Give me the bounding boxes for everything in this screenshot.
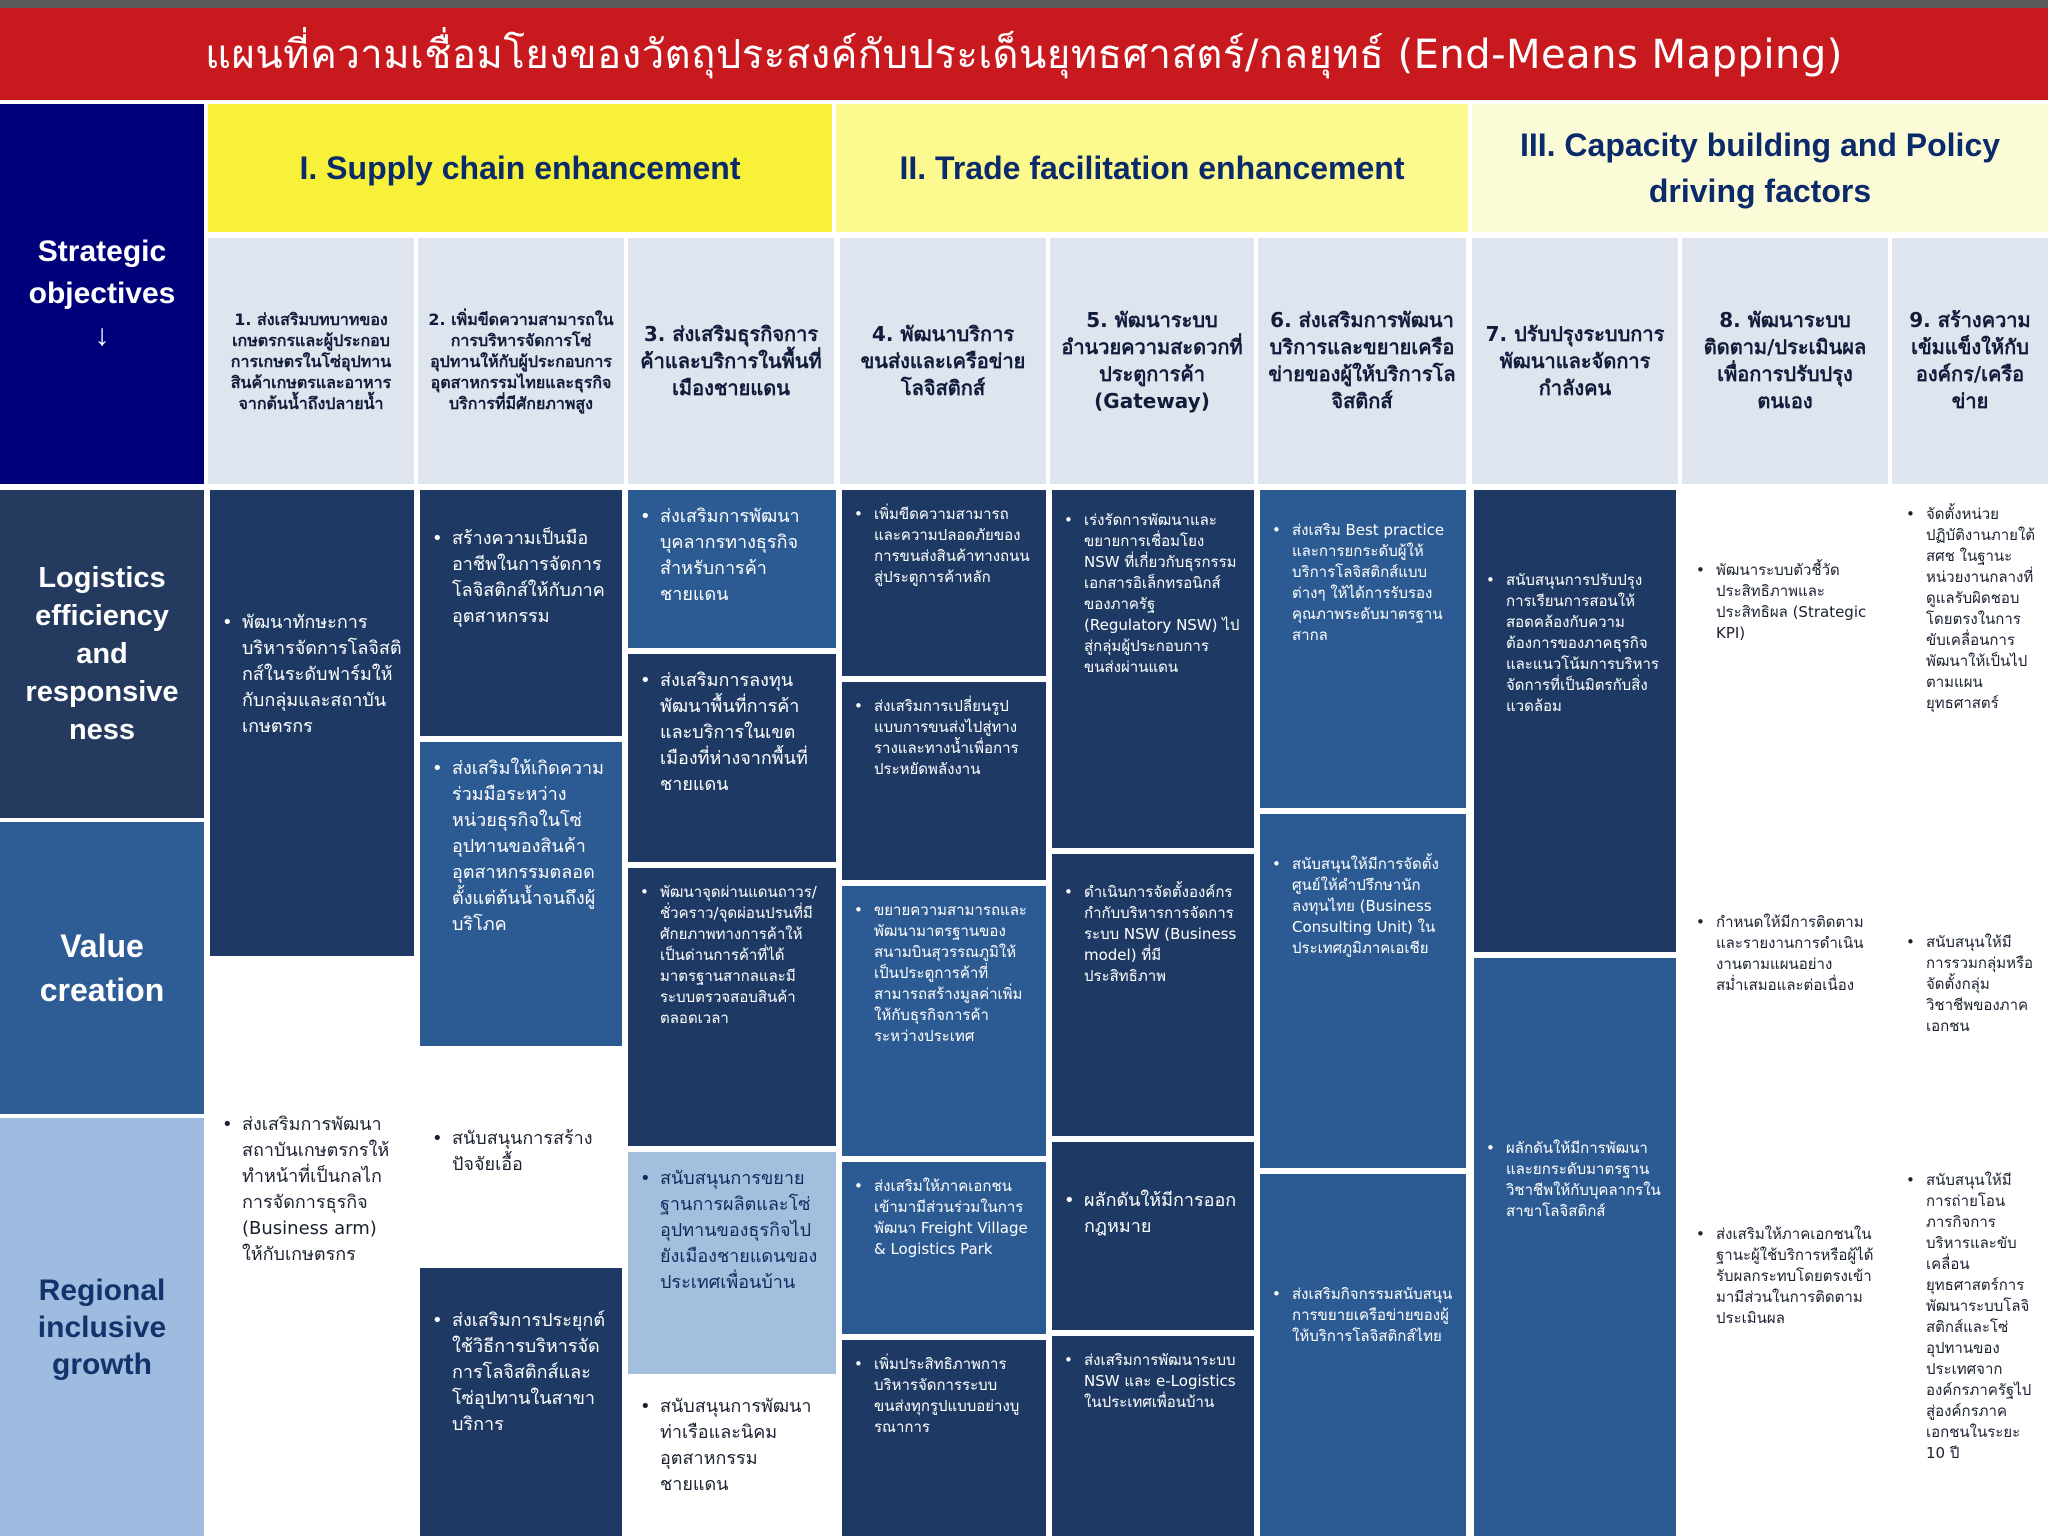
row-regional-growth: Regional inclusive growth <box>0 1118 204 1536</box>
strategy-cell-2b: • ส่งเสริมให้เกิดความร่วมมือระหว่างหน่วยธุรกิจในโซ่อุปทานของสินค้าอุตสาหกรรมตลอดตั้งแต่ต้นน้ำจนถึงผู้บริโภค <box>420 742 622 1046</box>
strategy-cell-5c: • ผลักดันให้มีการออกกฎหมาย <box>1052 1142 1254 1330</box>
top-strip <box>0 0 2048 8</box>
page-title: แผนที่ความเชื่อมโยงของวัตถุประสงค์กับประเด็นยุทธศาสตร์/กลยุทธ์ (End-Means Mapping) <box>0 8 2048 100</box>
strategy-cell-1b: • ส่งเสริมการพัฒนาสถาบันเกษตรกรให้ทำหน้าที่เป็นกลไกการจัดการธุรกิจ (Business arm) ให้กับเกษตรกร <box>210 962 414 1536</box>
objective-1: 1. ส่งเสริมบทบาทของเกษตรกรและผู้ประกอบการเกษตรในโซ่อุปทานสินค้าเกษตรและอาหารจากต้นน้ำถึงปลายน้ำ <box>208 238 414 484</box>
strategy-cell-9b: • สนับสนุนให้มีการรวมกลุ่มหรือจัดตั้งกลุ่มวิชาชีพของภาคเอกชน <box>1894 852 2048 1150</box>
strategy-cell-8b: • กำหนดให้มีการติดตามและรายงานการดำเนินงานตามแผนอย่างสม่ำเสมอและต่อเนื่อง <box>1684 832 1888 1178</box>
strategic-objectives-label: Strategic objectives <box>28 235 176 310</box>
strategy-cell-5b: • ดำเนินการจัดตั้งองค์กรกำกับบริหารการจัดการระบบ NSW (Business model) ที่มีประสิทธิภาพ <box>1052 854 1254 1136</box>
strategy-cell-3c: • พัฒนาจุดผ่านแดนถาวร/ชั่วคราว/จุดผ่อนปรนที่มีศักยภาพทางการค้าให้เป็นด่านการค้าที่ได้มาตรฐานสากลและมีระบบตรวจสอบสินค้าตลอดเวลา <box>628 868 836 1146</box>
strategy-cell-5a: • เร่งรัดการพัฒนาและขยายการเชื่อมโยง NSW ที่เกี่ยวกับธุรกรรมเอกสารอิเล็กทรอนิกส์ของภาครัฐ (Regulatory NSW) ไปสู่กลุ่มผู้ประกอบการขนส่งผ่านแดน <box>1052 490 1254 848</box>
strategy-cell-3a: • ส่งเสริมการพัฒนาบุคลากรทางธุรกิจสำหรับการค้าชายแดน <box>628 490 836 648</box>
strategy-cell-4c: • ขยายความสามารถและพัฒนามาตรฐานของสนามบินสุวรรณภูมิให้เป็นประตูการค้าที่สามารถสร้างมูลค่าเพิ่มให้กับธุรกิจการค้าระหว่างประเทศ <box>842 886 1046 1156</box>
pillar-capacity-building: III. Capacity building and Policy driving factors <box>1472 104 2048 232</box>
strategy-cell-3d: • สนับสนุนการขยายฐานการผลิตและโซ่อุปทานของธุรกิจไปยังเมืองชายแดนของประเทศเพื่อนบ้าน <box>628 1152 836 1374</box>
strategy-cell-3b: • ส่งเสริมการลงทุนพัฒนาพื้นที่การค้าและบริการในเขตเมืองที่ห่างจากพื้นที่ชายแดน <box>628 654 836 862</box>
strategy-cell-6c: • ส่งเสริมกิจกรรมสนับสนุนการขยายเครือข่ายของผู้ให้บริการโลจิสติกส์ไทย <box>1260 1174 1466 1536</box>
strategy-cell-6b: • สนับสนุนให้มีการจัดตั้งศูนย์ให้คำปรึกษานักลงทุนไทย (Business Consulting Unit) ในประเทศภูมิภาคเอเชีย <box>1260 814 1466 1168</box>
strategy-cell-9a: • จัดตั้งหน่วยปฏิบัติงานภายใต้ สศช ในฐานะหน่วยงานกลางที่ดูแลรับผิดชอบโดยตรงในการขับเคลื่อนการพัฒนาให้เป็นไปตามแผนยุทธศาสตร์ <box>1894 490 2048 846</box>
strategy-cell-4a: • เพิ่มขีดความสามารถและความปลอดภัยของการขนส่งสินค้าทางถนนสู่ประตูการค้าหลัก <box>842 490 1046 676</box>
strategy-cell-2c: • สนับสนุนการสร้างปัจจัยเอื้อ <box>420 1052 622 1262</box>
strategy-cell-3e: • สนับสนุนการพัฒนาท่าเรือและนิคมอุตสาหกรรมชายแดน <box>628 1380 836 1536</box>
strategic-objectives-header <box>0 104 204 484</box>
pillar-trade-facilitation: II. Trade facilitation enhancement <box>836 104 1468 232</box>
objective-2: 2. เพิ่มขีดความสามารถในการบริหารจัดการโซ่อุปทานให้กับผู้ประกอบการอุตสาหกรรมไทยและธุรกิจบริการที่มีศักยภาพสูง <box>418 238 624 484</box>
down-arrow-icon: ↓ <box>94 319 110 352</box>
objective-7: 7. ปรับปรุงระบบการพัฒนาและจัดการกำลังคน <box>1472 238 1678 484</box>
objective-6: 6. ส่งเสริมการพัฒนาบริการและขยายเครือข่ายของผู้ให้บริการโลจิสติกส์ <box>1258 238 1466 484</box>
objective-9: 9. สร้างความเข้มแข็งให้กับองค์กร/เครือข่าย <box>1892 238 2048 484</box>
objective-8: 8. พัฒนาระบบติดตาม/ประเมินผลเพื่อการปรับปรุงตนเอง <box>1682 238 1888 484</box>
row-logistics-efficiency: Logistics efficiency and responsive ness <box>0 490 204 818</box>
strategy-cell-4b: • ส่งเสริมการเปลี่ยนรูปแบบการขนส่งไปสู่ทางรางและทางน้ำเพื่อการประหยัดพลังงาน <box>842 682 1046 880</box>
objective-5: 5. พัฒนาระบบอำนวยความสะดวกที่ประตูการค้า (Gateway) <box>1050 238 1254 484</box>
strategy-cell-4e: • เพิ่มประสิทธิภาพการบริหารจัดการระบบขนส่งทุกรูปแบบอย่างบูรณาการ <box>842 1340 1046 1536</box>
strategy-cell-8a: • พัฒนาระบบตัวชี้วัดประสิทธิภาพและประสิทธิผล (Strategic KPI) <box>1684 490 1888 826</box>
strategy-cell-2d: • ส่งเสริมการประยุกต์ใช้วิธีการบริหารจัดการโลจิสติกส์และโซ่อุปทานในสาขาบริการ <box>420 1268 622 1536</box>
strategy-cell-7b: • ผลักดันให้มีการพัฒนาและยกระดับมาตรฐานวิชาชีพให้กับบุคลากรในสาขาโลจิสติกส์ <box>1474 958 1676 1536</box>
strategy-cell-4d: • ส่งเสริมให้ภาคเอกชนเข้ามามีส่วนร่วมในการพัฒนา Freight Village & Logistics Park <box>842 1162 1046 1334</box>
strategy-cell-6a: • ส่งเสริม Best practice และการยกระดับผู้ให้บริการโลจิสติกส์แบบต่างๆ ให้ได้การรับรองคุณภาพระดับมาตรฐานสากล <box>1260 490 1466 808</box>
strategy-cell-7a: • สนับสนุนการปรับปรุงการเรียนการสอนให้สอดคล้องกับความต้องการของภาคธุรกิจ และแนวโน้มการบริหารจัดการที่เป็นมิตรกับสิ่งแวดล้อม <box>1474 490 1676 952</box>
strategy-cell-8c: • ส่งเสริมให้ภาคเอกชนในฐานะผู้ใช้บริการหรือผู้ได้รับผลกระทบโดยตรงเข้ามามีส่วนในการติดตามประเมินผล <box>1684 1184 1888 1536</box>
objective-4: 4. พัฒนาบริการขนส่งและเครือข่ายโลจิสติกส์ <box>840 238 1046 484</box>
objective-3: 3. ส่งเสริมธุรกิจการค้าและบริการในพื้นที่เมืองชายแดน <box>628 238 834 484</box>
strategy-cell-1a: • พัฒนาทักษะการบริหารจัดการโลจิสติกส์ในระดับฟาร์มให้กับกลุ่มและสถาบันเกษตรกร <box>210 490 414 956</box>
strategy-cell-5d: • ส่งเสริมการพัฒนาระบบ NSW และ e-Logistics ในประเทศเพื่อนบ้าน <box>1052 1336 1254 1536</box>
strategy-cell-2a: • สร้างความเป็นมืออาชีพในการจัดการโลจิสติกส์ให้กับภาคอุตสาหกรรม <box>420 490 622 736</box>
row-value-creation: Value creation <box>0 822 204 1114</box>
pillar-supply-chain: I. Supply chain enhancement <box>208 104 832 232</box>
strategy-cell-9c: • สนับสนุนให้มีการถ่ายโอนภารกิจการบริหารและขับเคลื่อนยุทธศาสตร์การพัฒนาระบบโลจิสติกส์และโซ่อุปทานของประเทศจากองค์กรภาครัฐไปสู่องค์กรภาคเอกชนในระยะ 10 ปี <box>1894 1156 2048 1536</box>
